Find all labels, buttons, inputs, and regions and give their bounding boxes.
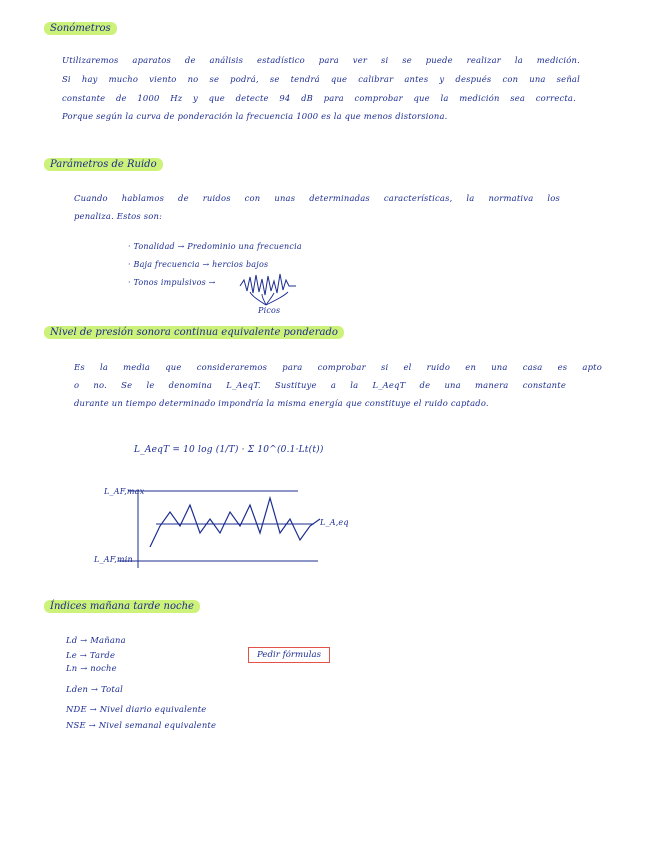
- level-graph: [118, 490, 320, 568]
- paragraph-line: Utilizaremos aparatos de análisis estadístico para ver si se puede realizar la medición.: [62, 55, 580, 65]
- paragraph-line: Si hay mucho viento no se podrá, se tendrá que calibrar antes y después con una señal: [62, 74, 580, 84]
- graph-label-eq: L_A,eq: [320, 518, 349, 527]
- bullet-item: · Tonalidad → Predominio una frecuencia: [128, 242, 302, 251]
- index-item: NSE → Nivel semanal equivalente: [66, 720, 217, 730]
- graph-label-max: L_AF,max: [104, 487, 145, 496]
- paragraph-line: Porque según la curva de ponderación la frecuencia 1000 es la que menos distorsiona.: [62, 111, 448, 121]
- section-title-indices: Índices mañana tarde noche: [44, 600, 200, 613]
- index-item: Lden → Total: [66, 684, 124, 694]
- graph-label-min: L_AF,min: [94, 555, 133, 564]
- index-item: Ln → noche: [66, 663, 117, 673]
- paragraph-line: Es la media que consideraremos para comprobar si el ruido en una casa es apto: [74, 362, 602, 372]
- index-item: Le → Tarde: [66, 650, 116, 660]
- paragraph-line: penaliza. Estos son:: [74, 211, 163, 221]
- section-title-sonometros: Sonómetros: [44, 22, 117, 35]
- paragraph-line: constante de 1000 Hz y que detecte 94 dB para comprobar que la medición sea correcta.: [62, 93, 576, 103]
- bullet-item: · Tonos impulsivos →: [128, 278, 216, 287]
- bullet-item: · Baja frecuencia → hercios bajos: [128, 260, 269, 269]
- formula: L_AeqT = 10 log (1/T) · Σ 10^(0.1·Lt(t)): [134, 445, 324, 455]
- index-item: NDE → Nivel diario equivalente: [66, 704, 207, 714]
- section-title-parametros: Parámetros de Ruido: [44, 158, 163, 171]
- section-title-nivel: Nivel de presión sonora continua equivalente ponderado: [44, 326, 344, 339]
- paragraph-line: o no. Se le denomina L_AeqT. Sustituye a la L_AeqT de una manera constante: [74, 380, 566, 390]
- note-box: Pedir fórmulas: [248, 647, 330, 663]
- peaks-arrows: [250, 292, 288, 305]
- index-item: Ld → Mañana: [66, 635, 126, 645]
- signal-line: [150, 498, 320, 547]
- paragraph-line: Cuando hablamos de ruidos con unas determinadas características, la normativa los: [74, 193, 560, 203]
- peaks-label: Picos: [258, 306, 281, 315]
- paragraph-line: durante un tiempo determinado impondría la misma energía que constituye el ruido captado.: [74, 398, 489, 408]
